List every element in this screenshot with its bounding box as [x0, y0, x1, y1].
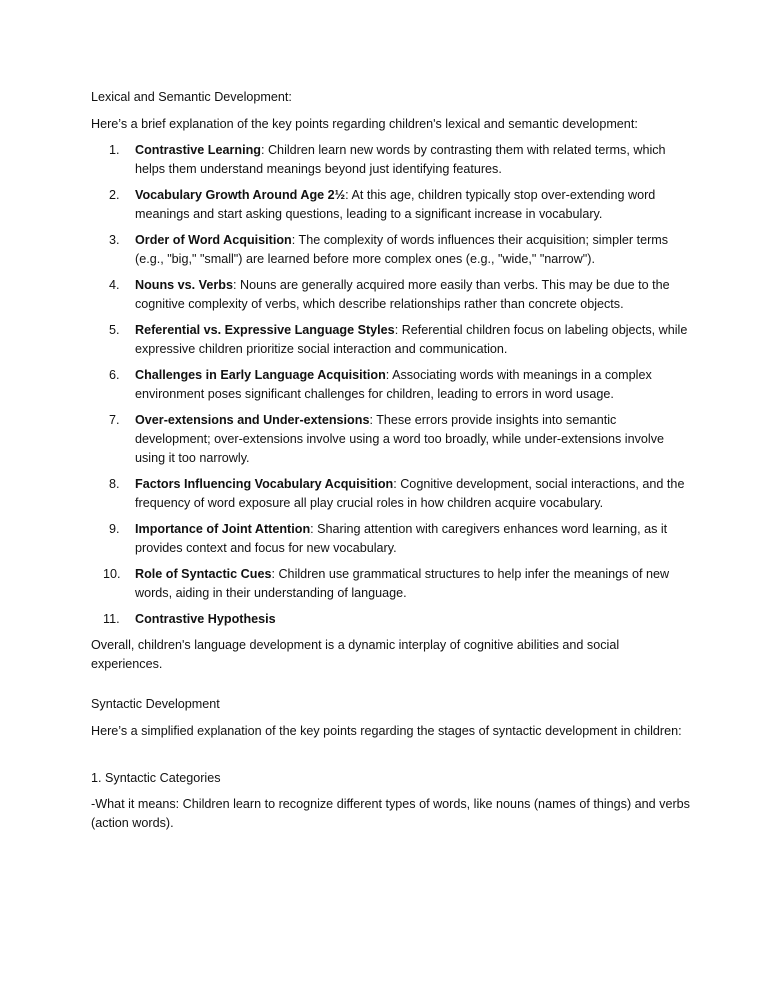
- item-title: Contrastive Hypothesis: [135, 612, 276, 626]
- item-title: Over-extensions and Under-extensions: [135, 413, 370, 427]
- item-number: 4.: [109, 278, 120, 292]
- item-text: : Associating words with meanings in a complex environment poses significant challenges for children, leading to errors in word usage.: [135, 368, 652, 401]
- item-text: : Children use grammatical structures to help infer the meanings of new words, aiding in their understanding of language.: [135, 567, 670, 600]
- list-item: [91, 610, 691, 629]
- item-number: 5.: [109, 323, 120, 337]
- list-item: [91, 475, 691, 513]
- document-page: [91, 88, 691, 833]
- item-number: 11.: [103, 612, 120, 626]
- section-intro-lexical: Here’s a brief explanation of the key points regarding children's lexical and semantic development:: [91, 117, 638, 131]
- item-number: 2.: [109, 188, 120, 202]
- item-text: : Children learn new words by contrasting them with related terms, which helps them understand meanings beyond just identifying features.: [135, 143, 666, 176]
- key-points-list: [91, 141, 691, 629]
- item-number: 3.: [109, 233, 120, 247]
- item-title: Nouns vs. Verbs: [135, 278, 233, 292]
- item-title: Referential vs. Expressive Language Styles: [135, 323, 395, 337]
- list-item: [91, 276, 691, 314]
- item-text: : Nouns are generally acquired more easily than verbs. This may be due to the cognitive complexity of verbs, which describe relationships rather than concrete objects.: [135, 278, 670, 311]
- item-text: : Cognitive development, social interactions, and the frequency of word exposure all play crucial roles in how children acquire vocabulary.: [135, 477, 685, 510]
- item-title: Contrastive Learning: [135, 143, 261, 157]
- item-number: 9.: [109, 522, 120, 536]
- section-intro-syntactic: Here’s a simplified explanation of the key points regarding the stages of syntactic development in children:: [91, 724, 682, 738]
- list-item: [91, 520, 691, 558]
- item-title: Vocabulary Growth Around Age 2½: [135, 188, 346, 202]
- list-item: [91, 186, 691, 224]
- item-text: : The complexity of words influences their acquisition; simpler terms (e.g., "big," "small") are learned before more complex ones (e.g., "wide," "narrow").: [135, 233, 669, 266]
- item-number: 10.: [103, 567, 121, 581]
- subsection-title: 1. Syntactic Categories: [91, 771, 221, 785]
- summary-paragraph: Overall, children's language development is a dynamic interplay of cognitive abilities and social experiences.: [91, 638, 620, 671]
- item-title: Challenges in Early Language Acquisition: [135, 368, 386, 382]
- item-text: : Sharing attention with caregivers enhances word learning, as it provides context and focus for new vocabulary.: [135, 522, 668, 555]
- list-item: [91, 231, 691, 269]
- item-text: : Referential children focus on labeling objects, while expressive children prioritize social interaction and communication.: [135, 323, 688, 356]
- subsection-text: -What it means: Children learn to recognize different types of words, like nouns (names of things) and verbs (action words).: [91, 797, 690, 830]
- item-text: : At this age, children typically stop over-extending word meanings and start asking questions, leading to a significant increase in vocabulary.: [135, 188, 656, 221]
- item-title: Order of Word Acquisition: [135, 233, 292, 247]
- list-item: [91, 321, 691, 359]
- item-number: 8.: [109, 477, 120, 491]
- item-number: 1.: [109, 143, 120, 157]
- item-number: 7.: [109, 413, 120, 427]
- section-heading-lexical: Lexical and Semantic Development:: [91, 90, 292, 104]
- list-item: [91, 565, 691, 603]
- section-heading-syntactic: Syntactic Development: [91, 697, 220, 711]
- item-title: Importance of Joint Attention: [135, 522, 311, 536]
- list-item: [91, 141, 691, 179]
- item-title: Role of Syntactic Cues: [135, 567, 272, 581]
- item-text: : These errors provide insights into semantic development; over-extensions involve using a word too broadly, while under-extensions involve using it too narrowly.: [135, 413, 664, 465]
- item-number: 6.: [109, 368, 120, 382]
- list-item: [91, 411, 691, 468]
- item-title: Factors Influencing Vocabulary Acquisition: [135, 477, 394, 491]
- list-item: [91, 366, 691, 404]
